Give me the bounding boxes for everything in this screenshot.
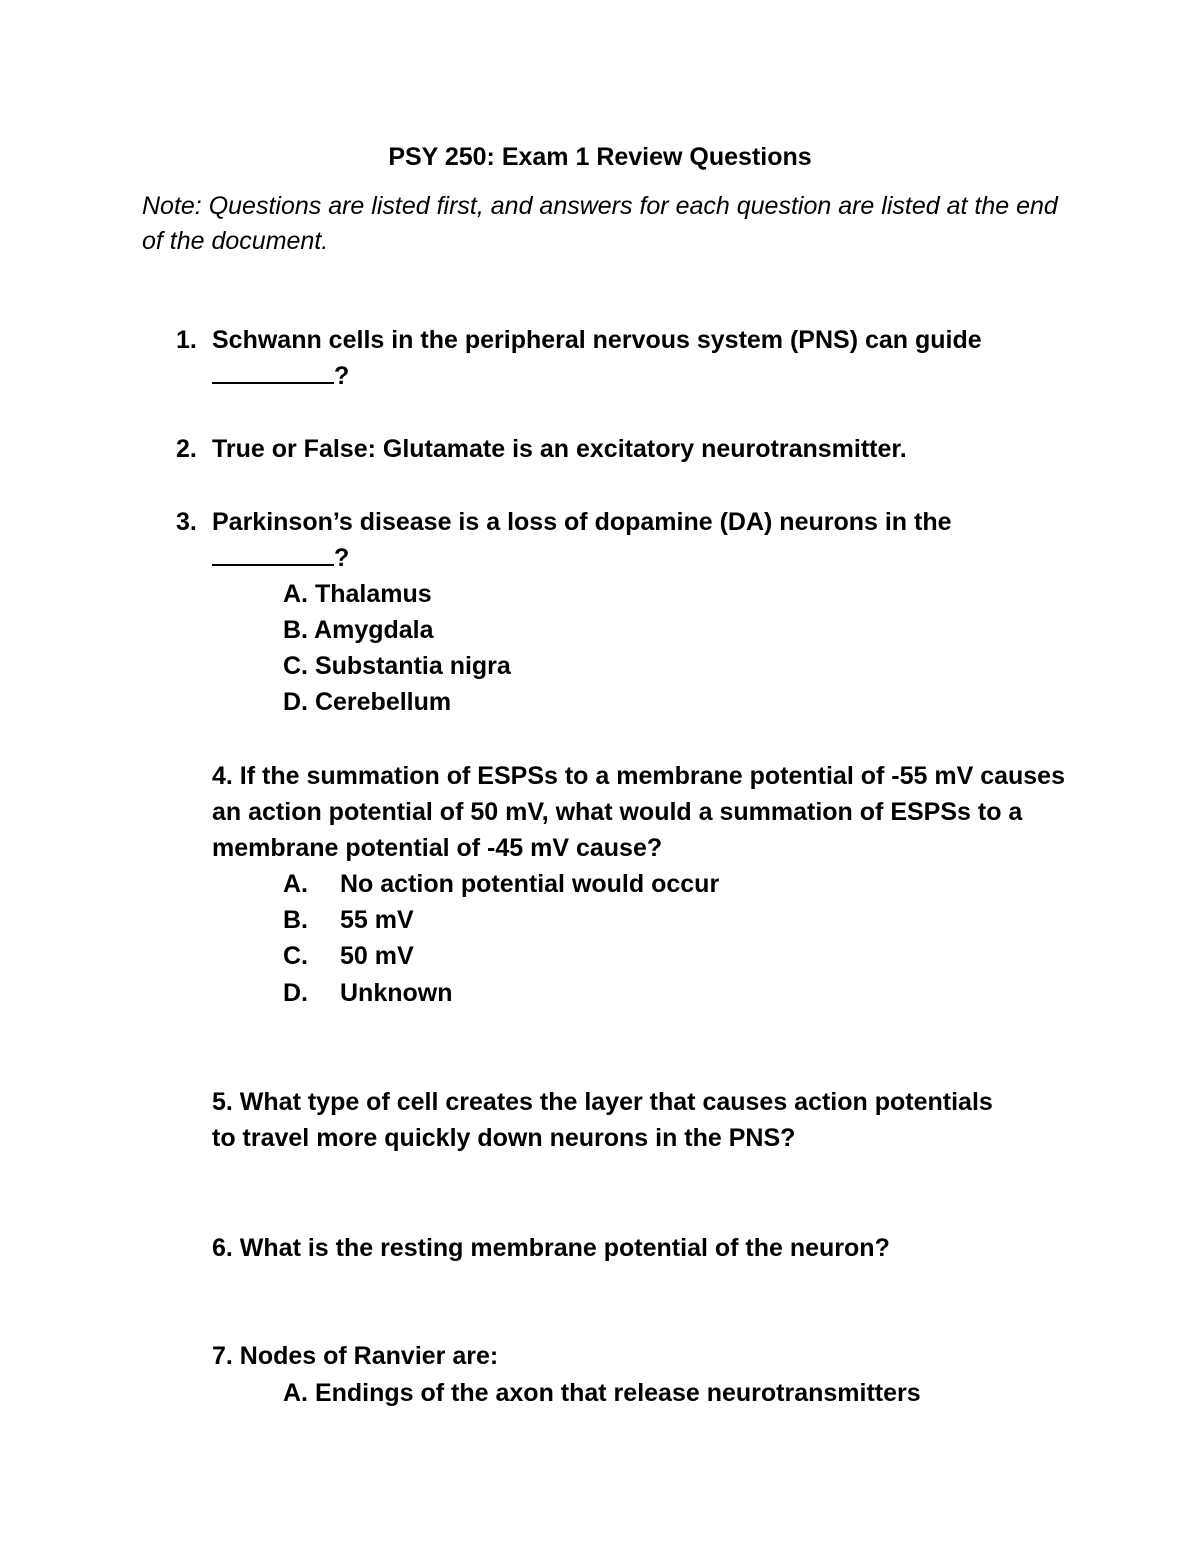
question-6 [212, 1230, 1072, 1266]
question-number: 1. [176, 326, 197, 354]
question-number: 2. [176, 435, 197, 463]
question-7 [212, 1338, 1072, 1374]
option-4d: D. Unknown [283, 979, 453, 1007]
answer-blank [212, 542, 334, 566]
page-title: PSY 250: Exam 1 Review Questions [388, 143, 812, 171]
question-5 [212, 1084, 1012, 1156]
question-text: True or False: Glutamate is an excitatory neurotransmitter. [212, 435, 907, 463]
option-3a: A. Thalamus [283, 580, 432, 608]
question-text: Parkinson’s disease is a loss of dopamine (DA) neurons in the ? [212, 508, 952, 572]
option-4b: B. 55 mV [283, 906, 414, 934]
option-3b: B. Amygdala [283, 616, 434, 644]
option-3d: D. Cerebellum [283, 688, 452, 716]
option-3c: C. Substantia nigra [283, 652, 511, 680]
option-4c: C. 50 mV [283, 942, 414, 970]
question-text: 6. What is the resting membrane potential of the neuron? [212, 1234, 890, 1262]
question-4 [212, 758, 1072, 866]
question-text: 7. Nodes of Ranvier are: [212, 1342, 499, 1370]
document-note: Note: Questions are listed first, and answers for each question are listed at the end of the document. [142, 192, 1058, 255]
option-4a: A. No action potential would occur [283, 870, 720, 898]
answer-blank [212, 360, 334, 384]
question-number: 3. [176, 508, 197, 536]
question-text: 5. What type of cell creates the layer that causes action potentials to travel more quickly down neurons in the PNS? [212, 1088, 993, 1152]
question-text: Schwann cells in the peripheral nervous system (PNS) can guide ? [212, 326, 982, 390]
question-text: 4. If the summation of ESPSs to a membrane potential of -55 mV causes an action potential of 50 mV, what would a summation of ESPSs to a membrane potential of -45 mV cause? [212, 762, 1065, 862]
option-7a: A. Endings of the axon that release neurotransmitters [283, 1379, 921, 1407]
